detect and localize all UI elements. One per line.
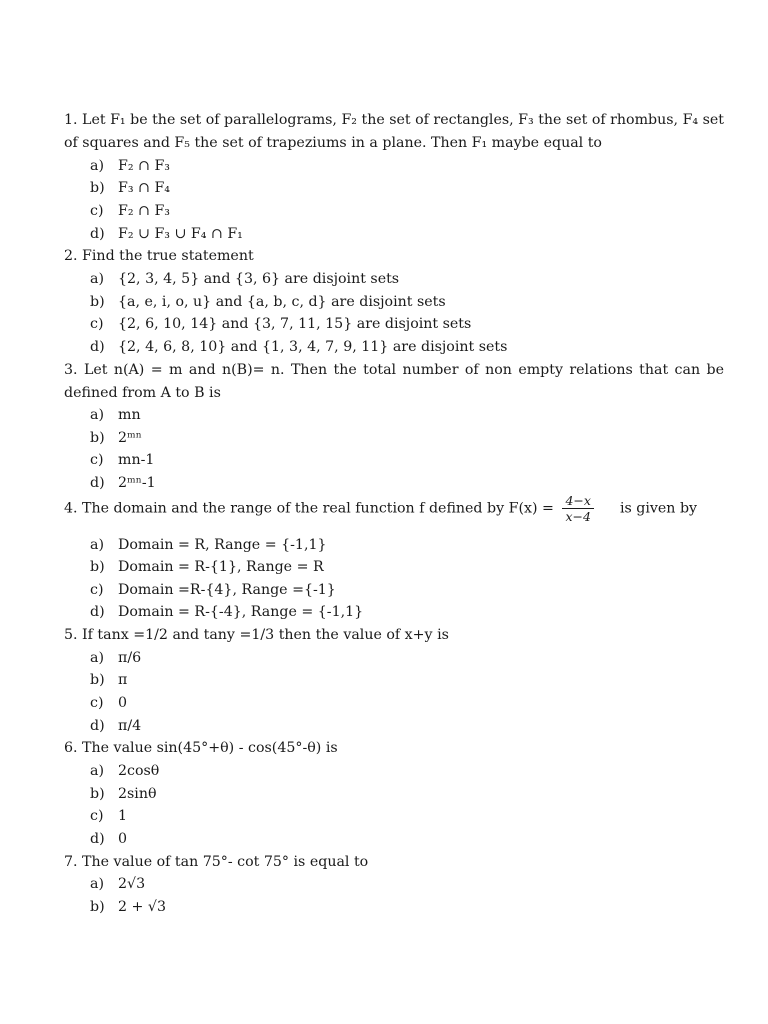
option-text: 1 (118, 808, 128, 824)
q3-option-b (90, 427, 142, 450)
q3-option-c (90, 449, 154, 472)
question-1: 1. Let F₁ be the set of parallelograms, F₂ the set of rectangles, F₃ the set of rhombus, F₄ set of squares and F₅ the set of trapeziums in a plane. Then F₁ maybe equal to (64, 112, 724, 151)
option-text: Domain = R-{1}, Range = R (118, 559, 324, 575)
option-label: c) (90, 452, 104, 468)
q5-option-d (90, 715, 141, 738)
fraction-denominator: x−4 (565, 509, 591, 524)
option-label: b) (90, 294, 105, 310)
option-text: 0 (118, 695, 128, 711)
q7-option-a (90, 873, 145, 896)
option-text: 2 + √3 (118, 899, 167, 915)
q6-option-b (90, 783, 157, 806)
fraction (562, 493, 593, 524)
option-label: a) (90, 876, 104, 892)
q1-option-a (90, 155, 170, 178)
option-label: b) (90, 672, 105, 688)
q7-option-b (90, 896, 166, 919)
q5-option-b (90, 669, 127, 692)
q6-option-c (90, 805, 127, 828)
option-label: c) (90, 695, 104, 711)
q2-option-b (90, 291, 446, 314)
option-label: a) (90, 407, 104, 423)
q4-option-d (90, 601, 363, 624)
q6-option-a (90, 760, 159, 783)
option-label: b) (90, 430, 105, 446)
q3-option-d (90, 472, 156, 495)
question-4 (64, 493, 724, 524)
option-text: {2, 3, 4, 5} and {3, 6} are disjoint sets (118, 271, 400, 287)
option-label: d) (90, 339, 105, 355)
option-label: b) (90, 786, 105, 802)
q6-option-d (90, 828, 127, 851)
option-label: c) (90, 582, 104, 598)
option-label: c) (90, 316, 104, 332)
option-text: π (118, 672, 128, 688)
option-text: {2, 6, 10, 14} and {3, 7, 11, 15} are disjoint sets (118, 316, 472, 332)
option-text: 2ᵐⁿ (118, 430, 142, 446)
option-text: 2ᵐⁿ-1 (118, 475, 156, 491)
option-label: c) (90, 203, 104, 219)
question-6: 6. The value sin(45°+θ) - cos(45°-θ) is (64, 740, 338, 756)
option-text: F₂ ∩ F₃ (118, 203, 170, 219)
option-text: F₂ ∩ F₃ (118, 158, 170, 174)
option-label: a) (90, 158, 104, 174)
option-text: 0 (118, 831, 128, 847)
option-text: F₃ ∩ F₄ (118, 180, 170, 196)
option-label: d) (90, 718, 105, 734)
q2-option-c (90, 313, 471, 336)
q4-option-b (90, 556, 324, 579)
option-text: 2sinθ (118, 786, 157, 802)
q2-option-d (90, 336, 507, 359)
q4-option-a (90, 534, 327, 557)
question-3: 3. Let n(A) = m and n(B)= n. Then the total number of non empty relations that can be defined from A to B is (64, 362, 724, 401)
option-text: π/4 (118, 718, 142, 734)
fraction-numerator: 4−x (562, 493, 593, 509)
option-text: π/6 (118, 650, 142, 666)
option-label: d) (90, 831, 105, 847)
option-label: b) (90, 180, 105, 196)
option-text: 2√3 (118, 876, 146, 892)
option-label: b) (90, 559, 105, 575)
option-text: {a, e, i, o, u} and {a, b, c, d} are disjoint sets (118, 294, 446, 310)
q2-option-a (90, 268, 399, 291)
q1-option-d (90, 223, 243, 246)
option-label: a) (90, 650, 104, 666)
option-text: Domain = R-{-4}, Range = {-1,1} (118, 604, 364, 620)
option-label: a) (90, 763, 104, 779)
question-2: 2. Find the true statement (64, 248, 254, 264)
option-text: mn (118, 407, 141, 423)
option-text: Domain = R, Range = {-1,1} (118, 537, 327, 553)
option-label: d) (90, 226, 105, 242)
q1-option-b (90, 177, 170, 200)
q5-option-a (90, 647, 141, 670)
option-text: 2cosθ (118, 763, 160, 779)
option-label: d) (90, 604, 105, 620)
option-text: Domain =R-{4}, Range ={-1} (118, 582, 336, 598)
question-4-text-end: is given by (619, 500, 698, 517)
option-text: mn-1 (118, 452, 155, 468)
question-7: 7. The value of tan 75°- cot 75° is equal to (64, 854, 369, 870)
question-5: 5. If tanx =1/2 and tany =1/3 then the value of x+y is (64, 627, 449, 643)
option-text: F₂ ∪ F₃ ∪ F₄ ∩ F₁ (118, 226, 243, 242)
q4-option-c (90, 579, 336, 602)
q5-option-c (90, 692, 127, 715)
option-label: a) (90, 271, 104, 287)
option-text: {2, 4, 6, 8, 10} and {1, 3, 4, 7, 9, 11} are disjoint sets (118, 339, 508, 355)
option-label: d) (90, 475, 105, 491)
option-label: c) (90, 808, 104, 824)
q3-option-a (90, 404, 141, 427)
option-label: a) (90, 537, 104, 553)
q1-option-c (90, 200, 170, 223)
question-4-text: 4. The domain and the range of the real function f defined by F(x) = (64, 500, 559, 517)
option-label: b) (90, 899, 105, 915)
